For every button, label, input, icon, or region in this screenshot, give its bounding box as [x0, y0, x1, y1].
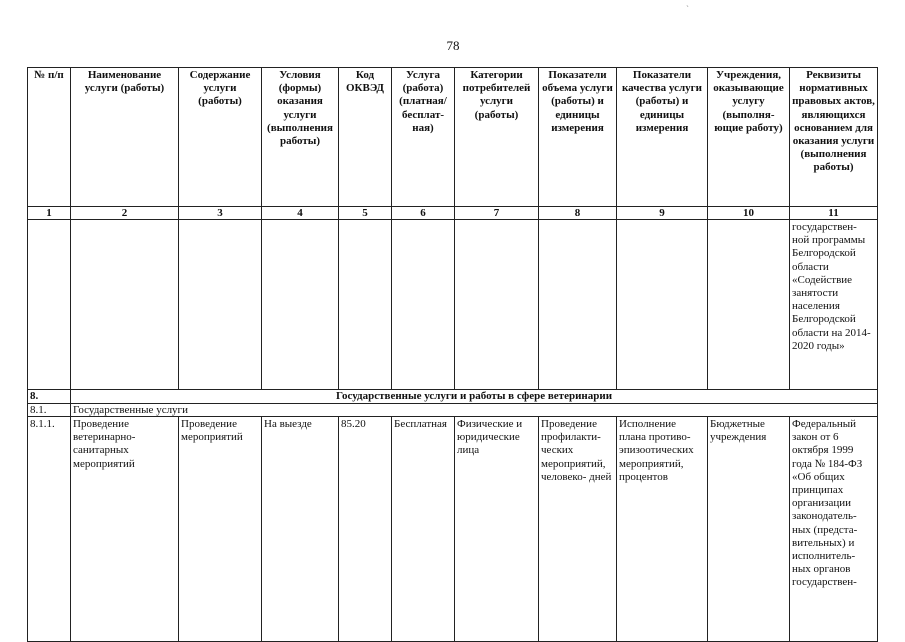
column-number: 9 — [617, 207, 708, 220]
section-row — [28, 390, 878, 404]
continuation-legal-text: государствен- ной программы Белгородской области «Содействие занятости населения Белгородской области на 2014-2020 годы» — [790, 220, 878, 390]
empty-cell — [455, 220, 539, 390]
header-cell-number: № п/п — [28, 68, 71, 207]
service-okved: 85.20 — [339, 417, 392, 642]
column-number: 3 — [179, 207, 262, 220]
column-number: 7 — [455, 207, 539, 220]
service-volume: Проведение профилакти- ческих мероприятий, человеко- дней — [539, 417, 617, 642]
header-cell-conditions: Условия (формы) оказания услуги (выполнения работы) — [262, 68, 339, 207]
column-number: 11 — [790, 207, 878, 220]
header-cell-paid: Услуга (работа) (платная/ бесплат- ная) — [392, 68, 455, 207]
service-institutions: Бюджетные учреждения — [708, 417, 790, 642]
services-table — [27, 67, 878, 642]
header-cell-name: Наименование услуги (работы) — [71, 68, 179, 207]
empty-cell — [339, 220, 392, 390]
header-cell-consumers: Категории потребителей услуги (работы) — [455, 68, 539, 207]
column-number: 8 — [539, 207, 617, 220]
header-cell-quality: Показатели качества услуги (работы) и единицы измерения — [617, 68, 708, 207]
service-quality: Исполнение плана противо- эпизоотических мероприятий, процентов — [617, 417, 708, 642]
empty-cell — [71, 220, 179, 390]
continuation-row — [28, 220, 878, 390]
service-content: Проведение мероприятий — [179, 417, 262, 642]
service-number: 8.1.1. — [28, 417, 71, 642]
stray-mark: ` — [686, 4, 689, 14]
empty-cell — [262, 220, 339, 390]
section-number: 8. — [28, 390, 71, 404]
subsection-number: 8.1. — [28, 404, 71, 417]
service-consumers: Физические и юридические лица — [455, 417, 539, 642]
header-cell-content: Содержание услуги (работы) — [179, 68, 262, 207]
column-number: 5 — [339, 207, 392, 220]
column-number-row — [28, 207, 878, 220]
header-row — [28, 68, 878, 207]
service-legal: Федеральный закон от 6 октября 1999 года № 184-ФЗ «Об общих принципах организации законодатель- ных (предста- вительных) и исполнитель- ных органов государствен- — [790, 417, 878, 642]
service-name: Проведение ветеринарно- санитарных мероприятий — [71, 417, 179, 642]
empty-cell — [179, 220, 262, 390]
column-number: 1 — [28, 207, 71, 220]
column-number: 6 — [392, 207, 455, 220]
service-paid: Бесплатная — [392, 417, 455, 642]
header-cell-institutions: Учреждения, оказывающие услугу (выполня- ющие работу) — [708, 68, 790, 207]
section-title: Государственные услуги и работы в сфере ветеринарии — [71, 390, 878, 404]
service-row — [28, 417, 878, 642]
column-number: 2 — [71, 207, 179, 220]
subsection-row — [28, 404, 878, 417]
service-conditions: На выезде — [262, 417, 339, 642]
page-number: 78 — [446, 38, 460, 53]
header-cell-okved: Код ОКВЭД — [339, 68, 392, 207]
header-cell-volume: Показатели объема услуги (работы) и единицы измерения — [539, 68, 617, 207]
empty-cell — [392, 220, 455, 390]
empty-cell — [617, 220, 708, 390]
header-cell-legal: Реквизиты нормативных правовых актов, являющихся основанием для оказания услуги (выполнения работы) — [790, 68, 878, 207]
empty-cell — [539, 220, 617, 390]
subsection-title: Государственные услуги — [71, 404, 878, 417]
empty-cell — [28, 220, 71, 390]
column-number: 10 — [708, 207, 790, 220]
column-number: 4 — [262, 207, 339, 220]
empty-cell — [708, 220, 790, 390]
